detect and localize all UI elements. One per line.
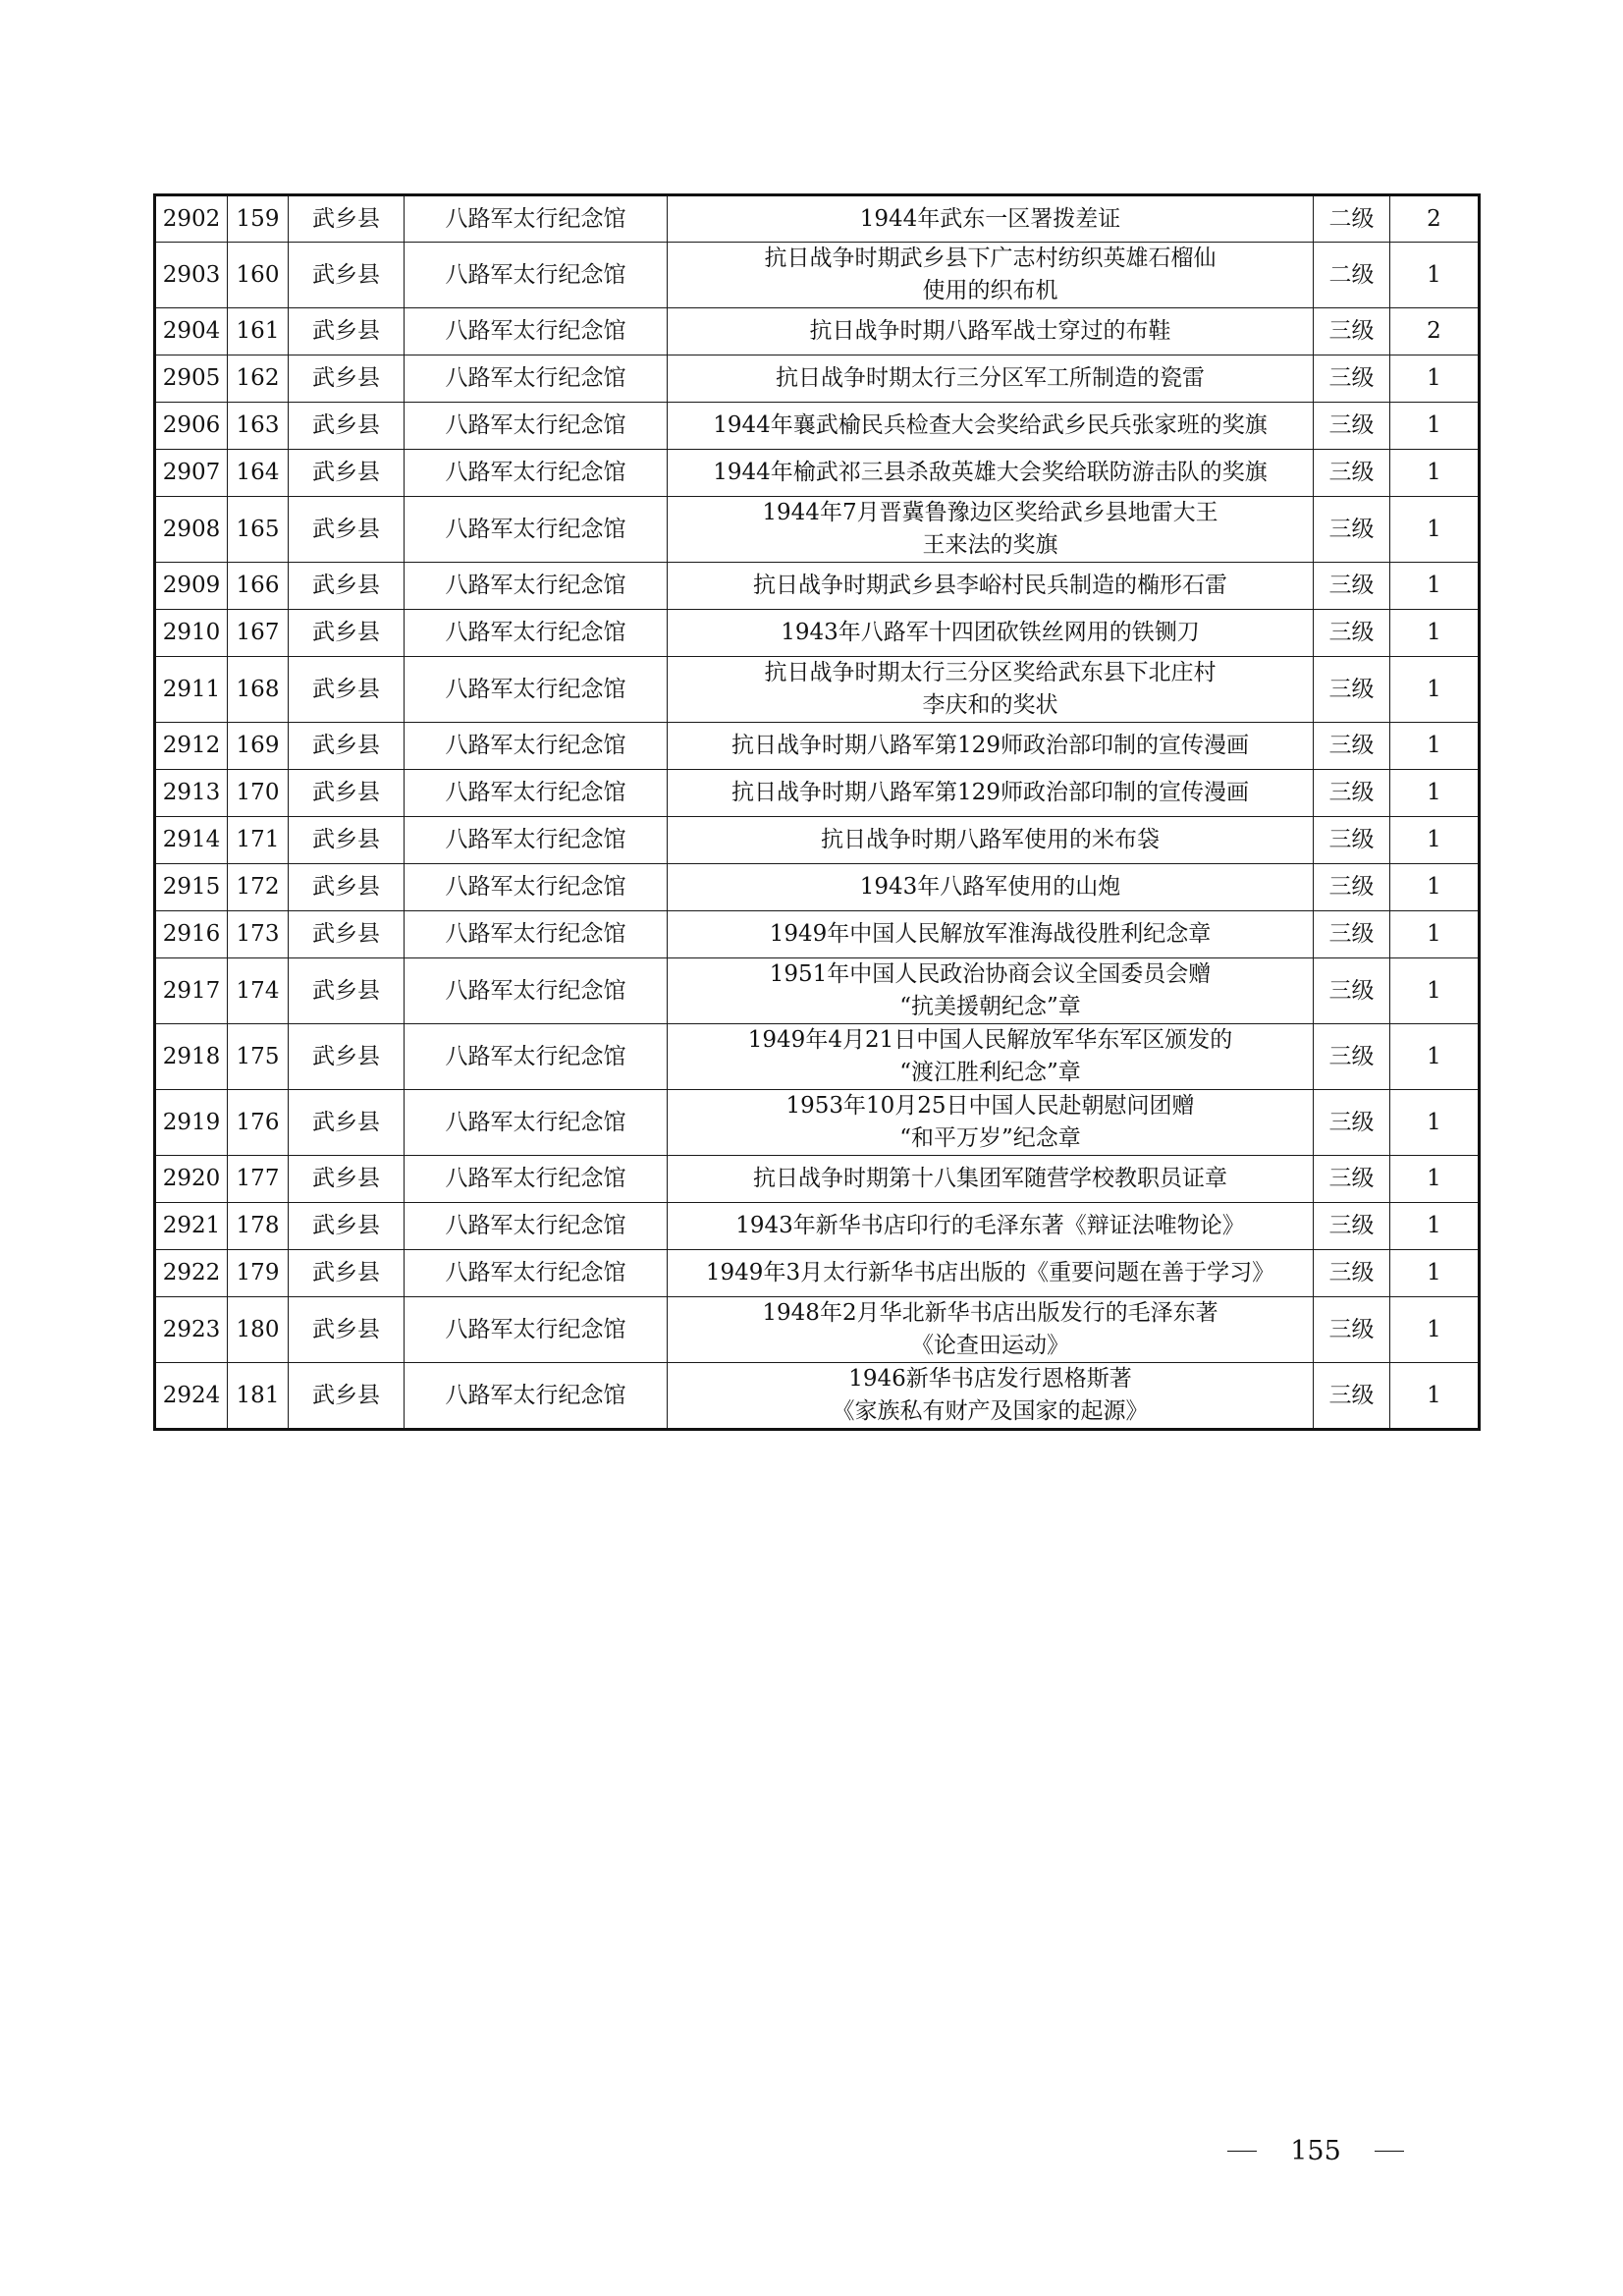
table-row [155, 243, 1480, 308]
grade-cell: 三级 [1314, 403, 1390, 450]
quantity-cell: 1 [1390, 1297, 1480, 1363]
relic-name-cell: 抗日战争时期八路军使用的米布袋 [668, 817, 1314, 864]
quantity-cell: 1 [1390, 770, 1480, 817]
table-row [155, 958, 1480, 1024]
sub-number-cell: 180 [228, 1297, 289, 1363]
grade-cell: 三级 [1314, 723, 1390, 770]
county-cell: 武乡县 [289, 1156, 405, 1203]
relic-name-cell: 1948年2月华北新华书店出版发行的毛泽东著 《论查田运动》 [668, 1297, 1314, 1363]
county-cell: 武乡县 [289, 1363, 405, 1430]
serial-number-cell: 2924 [155, 1363, 228, 1430]
grade-cell: 三级 [1314, 497, 1390, 563]
unit-cell: 八路军太行纪念馆 [405, 657, 668, 723]
grade-cell: 三级 [1314, 911, 1390, 958]
relic-name-cell: 1944年武东一区署拨差证 [668, 195, 1314, 243]
relic-name-cell: 1943年八路军十四团砍铁丝网用的铁铡刀 [668, 610, 1314, 657]
county-cell: 武乡县 [289, 610, 405, 657]
serial-number-cell: 2906 [155, 403, 228, 450]
county-cell: 武乡县 [289, 497, 405, 563]
serial-number-cell: 2921 [155, 1203, 228, 1250]
quantity-cell: 1 [1390, 610, 1480, 657]
unit-cell: 八路军太行纪念馆 [405, 355, 668, 403]
county-cell: 武乡县 [289, 1090, 405, 1156]
relic-name-cell: 1943年新华书店印行的毛泽东著《辩证法唯物论》 [668, 1203, 1314, 1250]
quantity-cell: 1 [1390, 563, 1480, 610]
table-row [155, 563, 1480, 610]
grade-cell: 三级 [1314, 817, 1390, 864]
sub-number-cell: 163 [228, 403, 289, 450]
grade-cell: 三级 [1314, 657, 1390, 723]
table-row [155, 864, 1480, 911]
sub-number-cell: 161 [228, 308, 289, 355]
quantity-cell: 1 [1390, 403, 1480, 450]
relic-name-cell: 抗日战争时期武乡县下广志村纺织英雄石榴仙 使用的织布机 [668, 243, 1314, 308]
grade-cell: 三级 [1314, 1297, 1390, 1363]
unit-cell: 八路军太行纪念馆 [405, 1297, 668, 1363]
grade-cell: 三级 [1314, 450, 1390, 497]
unit-cell: 八路军太行纪念馆 [405, 864, 668, 911]
grade-cell: 三级 [1314, 1203, 1390, 1250]
unit-cell: 八路军太行纪念馆 [405, 1203, 668, 1250]
quantity-cell: 1 [1390, 864, 1480, 911]
unit-cell: 八路军太行纪念馆 [405, 1024, 668, 1090]
county-cell: 武乡县 [289, 1024, 405, 1090]
serial-number-cell: 2913 [155, 770, 228, 817]
serial-number-cell: 2922 [155, 1250, 228, 1297]
table-row [155, 817, 1480, 864]
serial-number-cell: 2905 [155, 355, 228, 403]
table-row [155, 403, 1480, 450]
table-row [155, 1363, 1480, 1430]
serial-number-cell: 2923 [155, 1297, 228, 1363]
serial-number-cell: 2911 [155, 657, 228, 723]
grade-cell: 三级 [1314, 610, 1390, 657]
sub-number-cell: 166 [228, 563, 289, 610]
county-cell: 武乡县 [289, 355, 405, 403]
sub-number-cell: 168 [228, 657, 289, 723]
county-cell: 武乡县 [289, 817, 405, 864]
serial-number-cell: 2916 [155, 911, 228, 958]
serial-number-cell: 2902 [155, 195, 228, 243]
serial-number-cell: 2920 [155, 1156, 228, 1203]
quantity-cell: 2 [1390, 308, 1480, 355]
sub-number-cell: 169 [228, 723, 289, 770]
quantity-cell: 1 [1390, 723, 1480, 770]
quantity-cell: 1 [1390, 450, 1480, 497]
relic-table [153, 193, 1481, 1431]
relic-name-cell: 1953年10月25日中国人民赴朝慰问团赠 “和平万岁”纪念章 [668, 1090, 1314, 1156]
footer-dash-left [1227, 2151, 1257, 2152]
relic-name-cell: 1944年榆武祁三县杀敌英雄大会奖给联防游击队的奖旗 [668, 450, 1314, 497]
quantity-cell: 1 [1390, 1363, 1480, 1430]
county-cell: 武乡县 [289, 657, 405, 723]
relic-name-cell: 1944年襄武榆民兵检查大会奖给武乡民兵张家班的奖旗 [668, 403, 1314, 450]
grade-cell: 三级 [1314, 308, 1390, 355]
relic-name-cell: 抗日战争时期八路军战士穿过的布鞋 [668, 308, 1314, 355]
unit-cell: 八路军太行纪念馆 [405, 563, 668, 610]
unit-cell: 八路军太行纪念馆 [405, 1156, 668, 1203]
relic-name-cell: 抗日战争时期武乡县李峪村民兵制造的椭形石雷 [668, 563, 1314, 610]
county-cell: 武乡县 [289, 195, 405, 243]
sub-number-cell: 160 [228, 243, 289, 308]
sub-number-cell: 173 [228, 911, 289, 958]
quantity-cell: 1 [1390, 1090, 1480, 1156]
county-cell: 武乡县 [289, 864, 405, 911]
grade-cell: 二级 [1314, 195, 1390, 243]
county-cell: 武乡县 [289, 403, 405, 450]
sub-number-cell: 178 [228, 1203, 289, 1250]
quantity-cell: 1 [1390, 817, 1480, 864]
quantity-cell: 1 [1390, 958, 1480, 1024]
sub-number-cell: 174 [228, 958, 289, 1024]
unit-cell: 八路军太行纪念馆 [405, 403, 668, 450]
sub-number-cell: 162 [228, 355, 289, 403]
serial-number-cell: 2914 [155, 817, 228, 864]
table-row [155, 1203, 1480, 1250]
relic-name-cell: 1949年3月太行新华书店出版的《重要问题在善于学习》 [668, 1250, 1314, 1297]
relic-name-cell: 1943年八路军使用的山炮 [668, 864, 1314, 911]
unit-cell: 八路军太行纪念馆 [405, 958, 668, 1024]
sub-number-cell: 165 [228, 497, 289, 563]
county-cell: 武乡县 [289, 308, 405, 355]
county-cell: 武乡县 [289, 563, 405, 610]
footer-dash-right [1375, 2151, 1404, 2152]
unit-cell: 八路军太行纪念馆 [405, 723, 668, 770]
sub-number-cell: 159 [228, 195, 289, 243]
serial-number-cell: 2910 [155, 610, 228, 657]
quantity-cell: 1 [1390, 497, 1480, 563]
table-row [155, 1024, 1480, 1090]
county-cell: 武乡县 [289, 770, 405, 817]
quantity-cell: 1 [1390, 355, 1480, 403]
unit-cell: 八路军太行纪念馆 [405, 1090, 668, 1156]
table-row [155, 657, 1480, 723]
page-number: 155 [1290, 2135, 1341, 2166]
grade-cell: 三级 [1314, 1250, 1390, 1297]
quantity-cell: 1 [1390, 243, 1480, 308]
page-footer [1227, 2131, 1404, 2170]
sub-number-cell: 170 [228, 770, 289, 817]
serial-number-cell: 2919 [155, 1090, 228, 1156]
serial-number-cell: 2903 [155, 243, 228, 308]
county-cell: 武乡县 [289, 1297, 405, 1363]
quantity-cell: 2 [1390, 195, 1480, 243]
table-row [155, 723, 1480, 770]
quantity-cell: 1 [1390, 657, 1480, 723]
sub-number-cell: 181 [228, 1363, 289, 1430]
grade-cell: 二级 [1314, 243, 1390, 308]
serial-number-cell: 2915 [155, 864, 228, 911]
unit-cell: 八路军太行纪念馆 [405, 817, 668, 864]
unit-cell: 八路军太行纪念馆 [405, 1250, 668, 1297]
serial-number-cell: 2918 [155, 1024, 228, 1090]
county-cell: 武乡县 [289, 1250, 405, 1297]
table-row [155, 308, 1480, 355]
grade-cell: 三级 [1314, 355, 1390, 403]
grade-cell: 三级 [1314, 770, 1390, 817]
grade-cell: 三级 [1314, 563, 1390, 610]
unit-cell: 八路军太行纪念馆 [405, 497, 668, 563]
unit-cell: 八路军太行纪念馆 [405, 195, 668, 243]
grade-cell: 三级 [1314, 1363, 1390, 1430]
relic-name-cell: 1949年4月21日中国人民解放军华东军区颁发的 “渡江胜利纪念”章 [668, 1024, 1314, 1090]
grade-cell: 三级 [1314, 1090, 1390, 1156]
county-cell: 武乡县 [289, 243, 405, 308]
sub-number-cell: 171 [228, 817, 289, 864]
table-row [155, 1250, 1480, 1297]
quantity-cell: 1 [1390, 1250, 1480, 1297]
relic-name-cell: 抗日战争时期太行三分区军工所制造的瓷雷 [668, 355, 1314, 403]
relic-name-cell: 抗日战争时期太行三分区奖给武东县下北庄村 李庆和的奖状 [668, 657, 1314, 723]
grade-cell: 三级 [1314, 864, 1390, 911]
county-cell: 武乡县 [289, 911, 405, 958]
table-row [155, 610, 1480, 657]
serial-number-cell: 2909 [155, 563, 228, 610]
unit-cell: 八路军太行纪念馆 [405, 610, 668, 657]
unit-cell: 八路军太行纪念馆 [405, 308, 668, 355]
unit-cell: 八路军太行纪念馆 [405, 770, 668, 817]
county-cell: 武乡县 [289, 723, 405, 770]
grade-cell: 三级 [1314, 1156, 1390, 1203]
county-cell: 武乡县 [289, 958, 405, 1024]
sub-number-cell: 179 [228, 1250, 289, 1297]
sub-number-cell: 172 [228, 864, 289, 911]
relic-name-cell: 抗日战争时期八路军第129师政治部印制的宣传漫画 [668, 723, 1314, 770]
table-row [155, 1297, 1480, 1363]
relic-name-cell: 1949年中国人民解放军淮海战役胜利纪念章 [668, 911, 1314, 958]
table-row [155, 1090, 1480, 1156]
county-cell: 武乡县 [289, 450, 405, 497]
unit-cell: 八路军太行纪念馆 [405, 911, 668, 958]
sub-number-cell: 175 [228, 1024, 289, 1090]
serial-number-cell: 2917 [155, 958, 228, 1024]
table-row [155, 911, 1480, 958]
sub-number-cell: 164 [228, 450, 289, 497]
table-body [155, 195, 1480, 1430]
relic-name-cell: 1946新华书店发行恩格斯著 《家族私有财产及国家的起源》 [668, 1363, 1314, 1430]
relic-name-cell: 1951年中国人民政治协商会议全国委员会赠 “抗美援朝纪念”章 [668, 958, 1314, 1024]
grade-cell: 三级 [1314, 958, 1390, 1024]
unit-cell: 八路军太行纪念馆 [405, 1363, 668, 1430]
serial-number-cell: 2904 [155, 308, 228, 355]
unit-cell: 八路军太行纪念馆 [405, 243, 668, 308]
quantity-cell: 1 [1390, 1203, 1480, 1250]
sub-number-cell: 176 [228, 1090, 289, 1156]
table-row [155, 450, 1480, 497]
grade-cell: 三级 [1314, 1024, 1390, 1090]
quantity-cell: 1 [1390, 1024, 1480, 1090]
serial-number-cell: 2907 [155, 450, 228, 497]
quantity-cell: 1 [1390, 1156, 1480, 1203]
table-row [155, 497, 1480, 563]
table-row [155, 1156, 1480, 1203]
table-row [155, 195, 1480, 243]
table-row [155, 355, 1480, 403]
relic-name-cell: 1944年7月晋冀鲁豫边区奖给武乡县地雷大王 王来法的奖旗 [668, 497, 1314, 563]
unit-cell: 八路军太行纪念馆 [405, 450, 668, 497]
county-cell: 武乡县 [289, 1203, 405, 1250]
serial-number-cell: 2908 [155, 497, 228, 563]
serial-number-cell: 2912 [155, 723, 228, 770]
quantity-cell: 1 [1390, 911, 1480, 958]
sub-number-cell: 177 [228, 1156, 289, 1203]
sub-number-cell: 167 [228, 610, 289, 657]
relic-name-cell: 抗日战争时期第十八集团军随营学校教职员证章 [668, 1156, 1314, 1203]
table-row [155, 770, 1480, 817]
relic-name-cell: 抗日战争时期八路军第129师政治部印制的宣传漫画 [668, 770, 1314, 817]
